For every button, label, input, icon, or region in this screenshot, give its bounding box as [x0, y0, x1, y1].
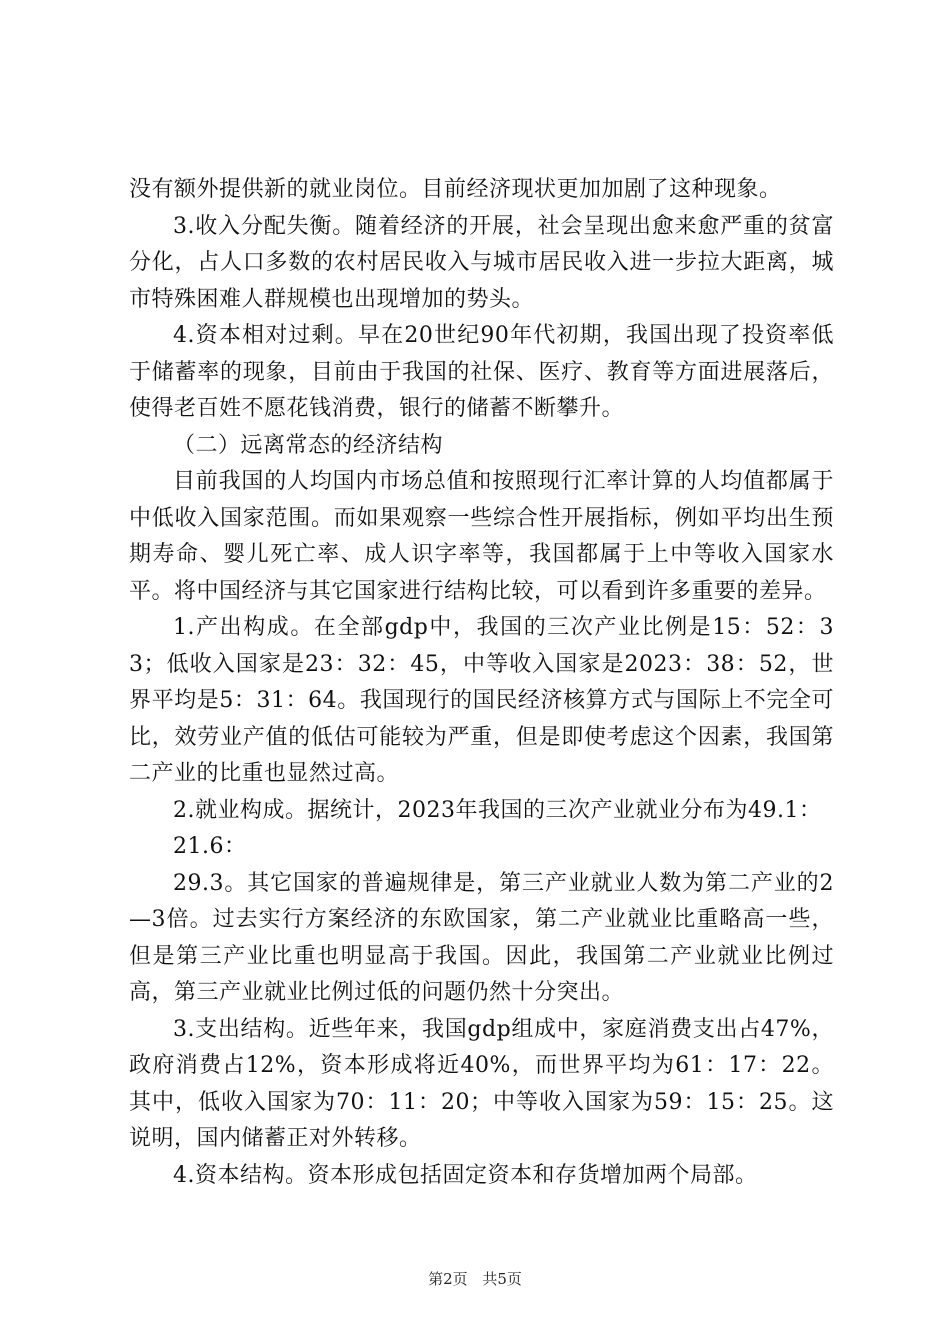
- page-total: 共5页: [482, 1270, 522, 1288]
- page-footer: [0, 1268, 950, 1289]
- paragraph: 3.支出结构。近些年来，我国gdp组成中，家庭消费支出占47%，政府消费占12%，资本形成将近40%，而世界平均为61：17：22。其中，低收入国家为70：11：20；中等收入国家为59：15：25。这说明，国内储蓄正对外转移。: [129, 1016, 834, 1151]
- document-body: [129, 172, 834, 1194]
- section-heading: （二）远离常态的经济结构: [173, 432, 444, 458]
- paragraph: 1.产出构成。在全部gdp中，我国的三次产业比例是15：52：33；低收入国家是23：32：45，中等收入国家是2023：38：52，世界平均是5：31：64。我国现行的国民经济核算方式与国际上不完全可比，效劳业产值的低估可能较为严重，但是即使考虑这个因素，我国第二产业的比重也显然过高。: [129, 615, 834, 786]
- paragraph: 21.6：: [173, 834, 247, 859]
- paragraph: 目前我国的人均国内市场总值和按照现行汇率计算的人均值都属于中低收入国家范围。而如果观察一些综合性开展指标，例如平均出生预期寿命、婴儿死亡率、成人识字率等，我国都属于上中等收入国家水平。将中国经济与其它国家进行结构比较，可以看到许多重要的差异。: [129, 469, 834, 604]
- paragraph: 3.收入分配失衡。随着经济的开展，社会呈现出愈来愈严重的贫富分化，占人口多数的农村居民收入与城市居民收入进一步拉大距离，城市特殊困难人群规模也出现增加的势头。: [129, 213, 834, 312]
- paragraph: 29.3。其它国家的普遍规律是，第三产业就业人数为第二产业的2—3倍。过去实行方案经济的东欧国家，第二产业就业比重略高一些，但是第三产业比重也明显高于我国。因此，我国第二产业就业比例过高，第三产业就业比例过低的问题仍然十分突出。: [129, 870, 834, 1005]
- paragraph: 2.就业构成。据统计，2023年我国的三次产业就业分布为49.1：: [173, 797, 822, 823]
- page-number: 第2页: [428, 1270, 468, 1288]
- paragraph: 4.资本相对过剩。早在20世纪90年代初期，我国出现了投资率低于储蓄率的现象，目前由于我国的社保、医疗、教育等方面进展落后，使得老百姓不愿花钱消费，银行的储蓄不断攀升。: [129, 323, 834, 421]
- paragraph: 没有额外提供新的就业岗位。目前经济现状更加加剧了这种现象。: [129, 177, 782, 202]
- paragraph: 4.资本结构。资本形成包括固定资本和存货增加两个局部。: [173, 1162, 758, 1188]
